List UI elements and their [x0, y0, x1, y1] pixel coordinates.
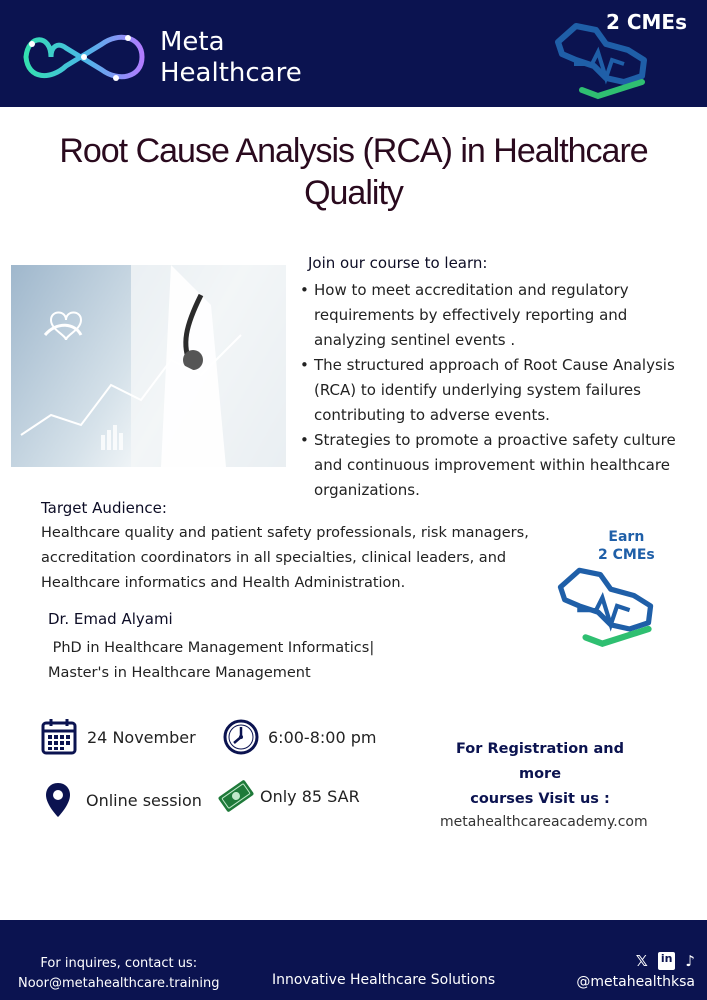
date-text: 24 November	[87, 727, 196, 747]
objectives-list	[300, 278, 700, 503]
brand-line2: Healthcare	[160, 58, 302, 88]
social-handle[interactable]: @metahealthksa	[576, 974, 695, 990]
location-info	[44, 781, 202, 819]
earn-line2: 2 CMEs	[598, 547, 655, 563]
title-line2: Quality	[304, 174, 403, 212]
brand-logo[interactable]	[18, 22, 358, 94]
time-info	[222, 718, 376, 756]
objective-2-line3: contributing to adverse events.	[314, 406, 550, 424]
price-info	[218, 778, 360, 814]
title-line1: Root Cause Analysis (RCA) in Healthcare	[59, 132, 648, 170]
list-item	[314, 353, 700, 428]
registration-line1: For Registration and more	[455, 741, 625, 782]
contact-info	[18, 954, 220, 994]
contact-email[interactable]: Noor@metahealthcare.training	[18, 976, 220, 991]
objective-3-line2: and continuous improvement within healthcare	[314, 456, 670, 474]
learning-objectives	[300, 254, 700, 503]
speaker-degree-2: Master's in Healthcare Management	[48, 665, 311, 681]
clock-icon	[222, 718, 260, 756]
date-info	[41, 718, 196, 756]
objective-2-line1: • The structured approach of Root Cause Analysis	[314, 356, 675, 374]
objective-1-line3: analyzing sentinel events .	[314, 331, 516, 349]
objective-1-line1: • How to meet accreditation and regulatory	[314, 281, 629, 299]
money-icon	[218, 778, 254, 814]
target-audience	[41, 499, 541, 596]
audience-line1: Healthcare quality and patient safety professionals, risk managers,	[41, 525, 529, 541]
objective-3-line1: • Strategies to promote a proactive safety culture	[314, 431, 676, 449]
registration-line2: courses Visit us :	[470, 791, 610, 807]
tiktok-icon[interactable]: ♪	[685, 952, 695, 970]
footer-bar	[0, 920, 707, 1000]
location-pin-icon	[44, 781, 72, 819]
infinity-logo-icon	[18, 22, 150, 92]
objective-3-line3: organizations.	[314, 481, 420, 499]
list-item	[314, 278, 700, 353]
objective-2-line2: (RCA) to identify underlying system failures	[314, 381, 641, 399]
audience-line3: Healthcare informatics and Health Administration.	[41, 575, 406, 591]
header-bar	[0, 0, 707, 107]
location-text: Online session	[86, 790, 202, 810]
saudi-map-ecg-icon	[550, 562, 660, 652]
time-text: 6:00-8:00 pm	[268, 727, 377, 747]
social-links	[576, 952, 695, 990]
learn-heading: Join our course to learn:	[308, 254, 488, 272]
earn-line1: Earn	[608, 529, 645, 545]
calendar-icon	[41, 718, 77, 756]
cme-badge: 2 CMEs	[605, 10, 687, 34]
speaker-name: Dr. Emad Alyami	[48, 610, 173, 628]
earn-cme-label	[598, 528, 655, 564]
x-icon[interactable]: 𝕏	[635, 952, 648, 970]
price-text: Only 85 SAR	[260, 786, 360, 806]
objective-1-line2: requirements by effectively reporting and	[314, 306, 628, 324]
linkedin-icon[interactable]: in	[658, 952, 676, 970]
registration-link[interactable]: metahealthcareacademy.com	[440, 814, 648, 830]
audience-text	[41, 521, 541, 596]
list-item	[314, 428, 700, 503]
brand-name	[160, 27, 302, 89]
brand-line1: Meta	[160, 27, 225, 57]
page-title	[20, 130, 687, 214]
speaker-info	[48, 610, 374, 686]
doctor-stethoscope-image	[11, 265, 286, 467]
contact-label: For inquires, contact us:	[40, 956, 198, 971]
speaker-degree-1: PhD in Healthcare Management Informatics|	[48, 640, 375, 656]
tagline: Innovative Healthcare Solutions	[272, 972, 496, 988]
registration-info	[440, 737, 648, 830]
audience-line2: accreditation coordinators in all specialties, clinical leaders, and	[41, 550, 507, 566]
audience-heading: Target Audience:	[41, 499, 167, 517]
